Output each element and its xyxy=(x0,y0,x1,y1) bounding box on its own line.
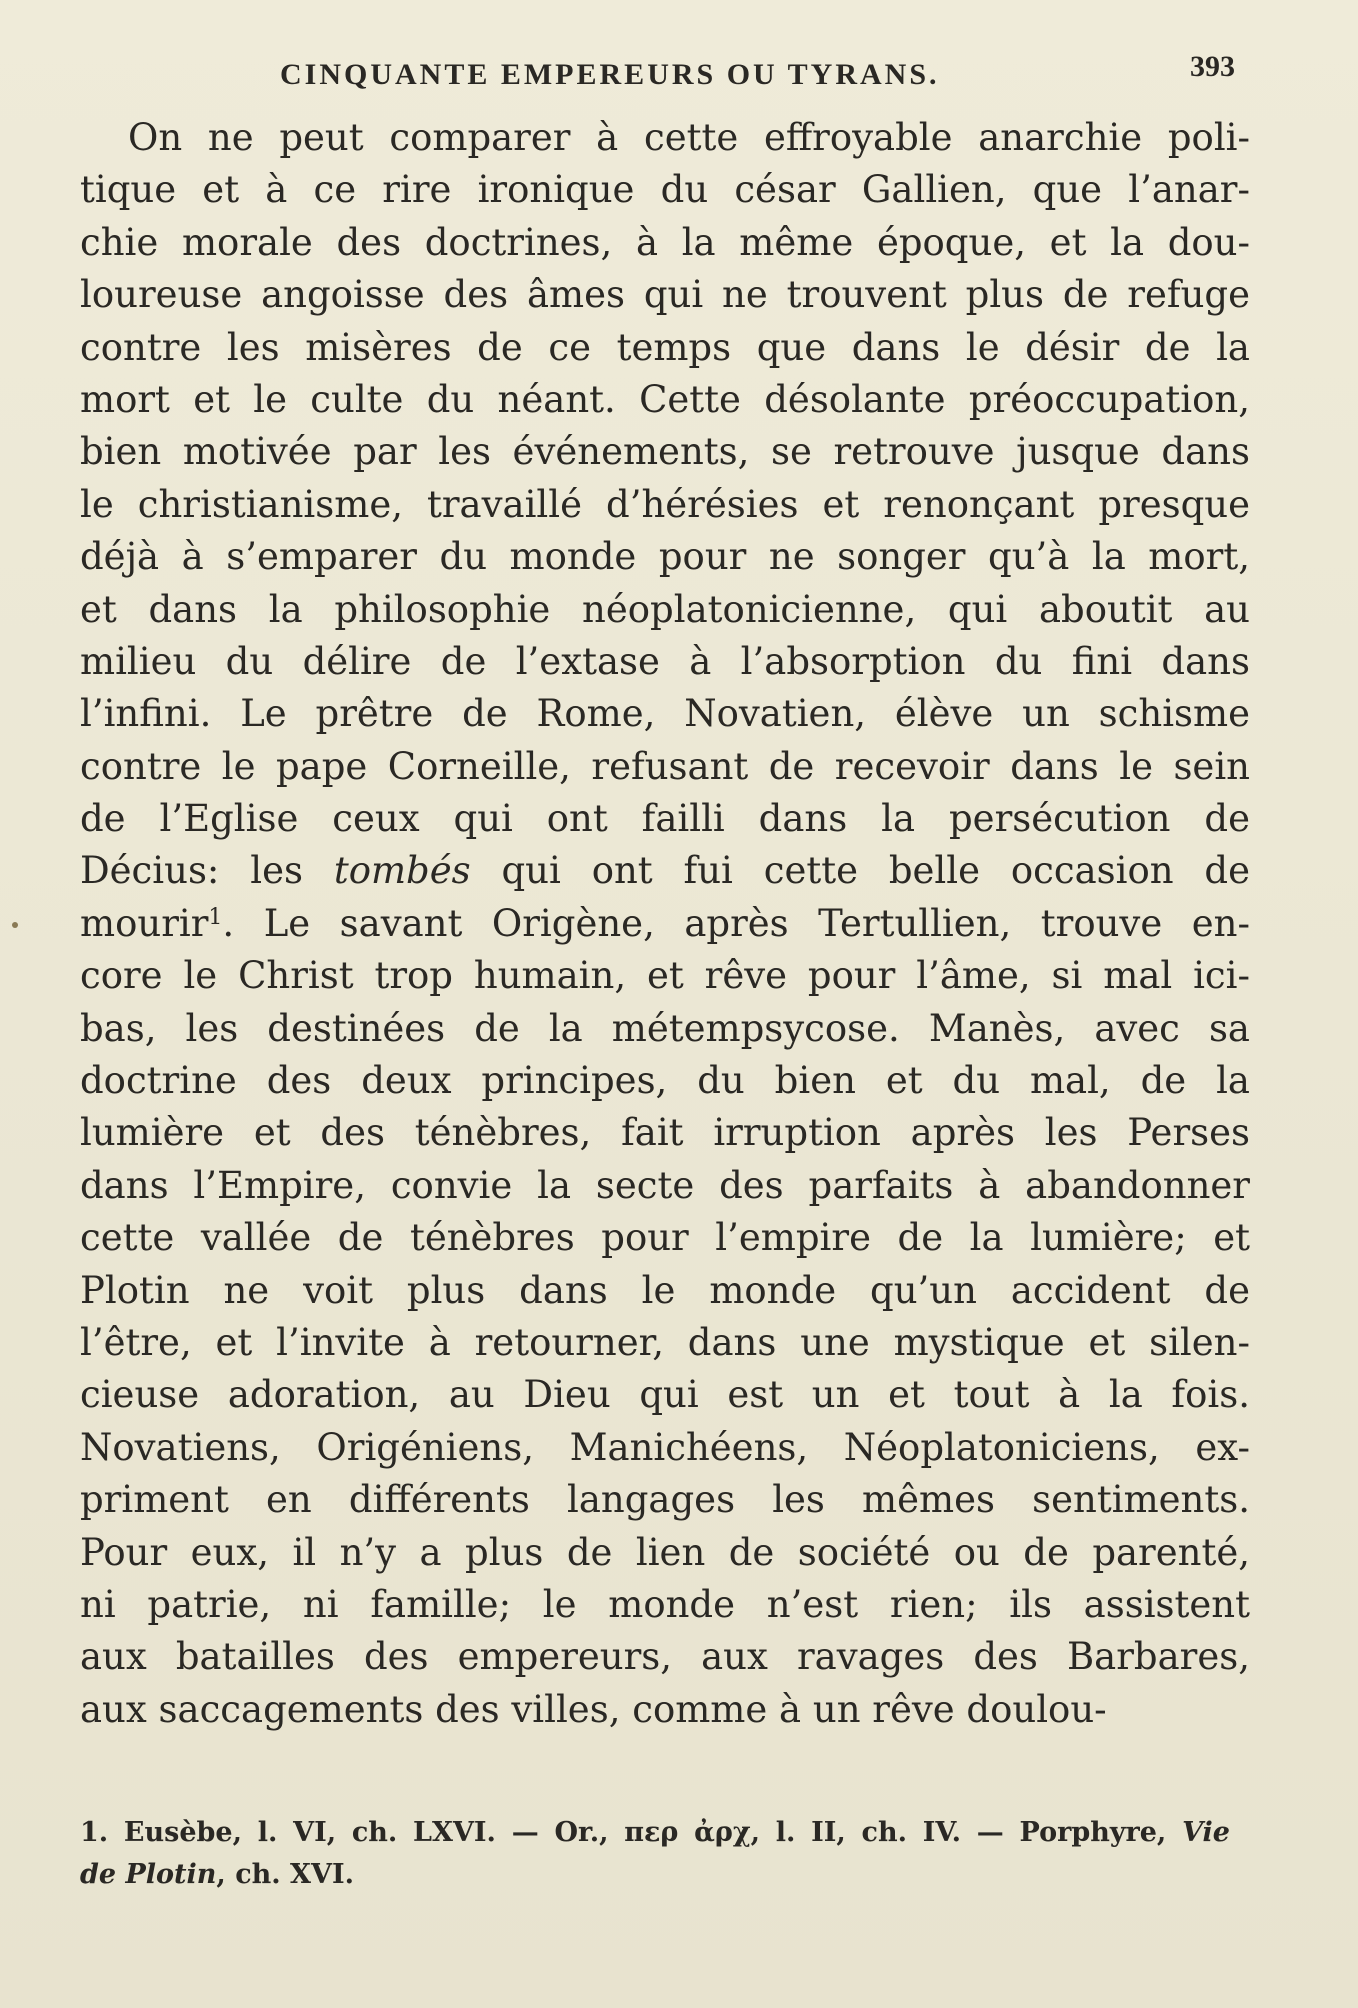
footnotes xyxy=(80,1812,1230,1896)
text-segment: Décius: les xyxy=(80,849,334,893)
text-line: core le Christ trop humain, et rêve pour l’âme, si mal ici- xyxy=(80,954,1250,998)
text-line: aux batailles des empereurs, aux ravages des Barbares, xyxy=(80,1635,1250,1679)
text-line: lumière et des ténèbres, fait irruption après les Perses xyxy=(80,1111,1250,1155)
text-line xyxy=(80,845,1250,897)
text-line xyxy=(80,898,1250,950)
text-line: Pour eux, il n’y a plus de lien de société ou de parenté, xyxy=(80,1530,1250,1574)
text-line: l’être, et l’invite à retourner, dans une mystique et silen- xyxy=(80,1320,1250,1364)
footnote-line xyxy=(80,1812,1230,1854)
text-line: loureuse angoisse des âmes qui ne trouvent plus de refuge xyxy=(80,273,1250,317)
text-line: dans l’Empire, convie la secte des parfaits à abandonner xyxy=(80,1163,1250,1207)
text-line: et dans la philosophie néoplatonicienne, qui aboutit au xyxy=(80,587,1250,631)
text-segment: qui ont fui cette belle occasion de xyxy=(470,849,1250,893)
text-line: l’infini. Le prêtre de Rome, Novatien, élève un schisme xyxy=(80,692,1250,736)
text-line: de l’Eglise ceux qui ont failli dans la persécution de xyxy=(80,797,1250,841)
text-line: bien motivée par les événements, se retrouve jusque dans xyxy=(80,430,1250,474)
text-segment: . Le savant Origène, après Tertullien, trouve en- xyxy=(222,901,1250,945)
text-line: bas, les destinées de la métempsycose. Manès, avec sa xyxy=(80,1006,1250,1050)
italic-term: tombés xyxy=(333,849,471,893)
footnote-line xyxy=(80,1854,1230,1896)
italic-title: Vie xyxy=(1182,1817,1230,1848)
footnote-marker: 1 xyxy=(208,904,223,930)
text-line: On ne peut comparer à cette effroyable anarchie poli- xyxy=(128,116,1250,159)
text-line: contre le pape Corneille, refusant de recevoir dans le sein xyxy=(80,744,1250,788)
page-number: 393 xyxy=(1190,50,1235,83)
text-line: cieuse adoration, au Dieu qui est un et tout à la fois. xyxy=(80,1373,1250,1417)
text-line: priment en différents langages les mêmes sentiments. xyxy=(80,1478,1250,1522)
italic-title: de Plotin xyxy=(80,1859,217,1890)
text-line: aux saccagements des villes, comme à un rêve doulou- xyxy=(80,1687,1107,1731)
text-segment: , ch. XVI. xyxy=(216,1859,354,1890)
text-line: doctrine des deux principes, du bien et du mal, de la xyxy=(80,1059,1250,1103)
body-text xyxy=(80,112,1250,1736)
paper-speck xyxy=(12,922,18,928)
text-line: tique et à ce rire ironique du césar Gallien, que l’anar- xyxy=(80,168,1250,212)
text-line: mort et le culte du néant. Cette désolante préoccupation, xyxy=(80,377,1250,421)
text-segment: 1. Eusèbe, l. VI, ch. LXVI. — Or., περ ἀρχ, l. II, ch. IV. — Porphyre, xyxy=(80,1817,1183,1848)
text-line: le christianisme, travaillé d’hérésies et renonçant presque xyxy=(80,482,1250,526)
running-title: CINQUANTE EMPEREURS OU TYRANS. xyxy=(280,58,940,91)
text-line: Plotin ne voit plus dans le monde qu’un accident de xyxy=(80,1268,1250,1312)
text-line: cette vallée de ténèbres pour l’empire de la lumière; et xyxy=(80,1216,1250,1260)
text-line: Novatiens, Origéniens, Manichéens, Néoplatoniciens, ex- xyxy=(80,1425,1250,1469)
text-line: déjà à s’emparer du monde pour ne songer qu’à la mort, xyxy=(80,535,1250,579)
text-segment: mourir xyxy=(80,901,209,945)
text-line: contre les misères de ce temps que dans le désir de la xyxy=(80,325,1250,369)
text-line: chie morale des doctrines, à la même époque, et la dou- xyxy=(80,220,1250,264)
text-line: milieu du délire de l’extase à l’absorption du fini dans xyxy=(80,639,1250,683)
text-line: ni patrie, ni famille; le monde n’est rien; ils assistent xyxy=(80,1582,1250,1626)
